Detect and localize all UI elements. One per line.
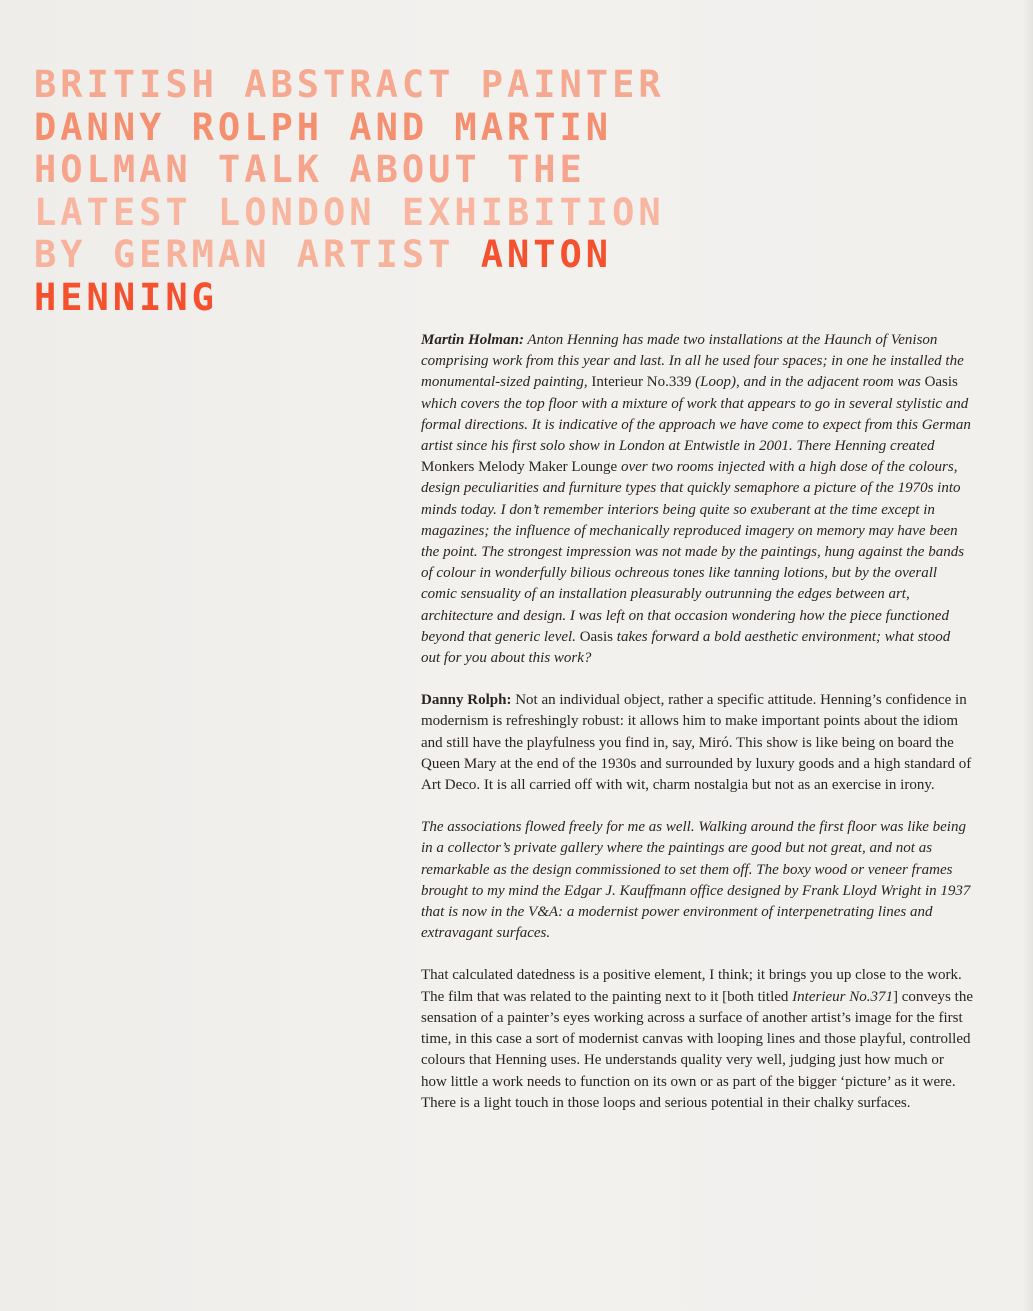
artwork-title: Oasis	[924, 374, 958, 391]
question-text: Anton Henning has made two installations at the Haunch of Venison comprising work from this year and last. In all he used four spaces; in one he installed the monumental-sized painting,	[421, 332, 964, 391]
headline-artist-name: HENNING	[34, 275, 218, 319]
answer-text: Not an individual object, rather a specific attitude. Henning’s confidence in modernism is refreshingly robust: it allows him to make important points about the idiom and still have the playfulness you find in, say, Miró. This show is like being on board the Queen Mary at the end of the 1930s and surrounded by luxury goods and a high standard of Art Deco. It is all carried off with wit, charm nostalgia but not as an exercise in irony.	[421, 692, 972, 794]
artwork-title: Interieur No.371	[792, 988, 893, 1005]
headline-text: LATEST LONDON EXHIBITION	[34, 190, 665, 234]
speaker-name: Martin Holman:	[421, 332, 524, 348]
answer-danny-rolph	[421, 690, 973, 796]
paragraph-gap	[421, 944, 973, 965]
artwork-title: Monkers Melody Maker Lounge	[421, 459, 618, 476]
interview-article	[421, 330, 973, 1114]
headline-line-4	[34, 192, 994, 235]
headline-text: BRITISH ABSTRACT PAINTER	[34, 63, 665, 106]
answer-text: That calculated datedness is a positive element, I think; it brings you up close to the work. The film that was related to the painting next to it [both titled	[421, 967, 962, 1005]
question-text: which covers the top floor with a mixture of work that appears to go in several stylistic and formal directions. It is indicative of the approach we have come to expect from this German artist since his first solo show in London at Entwistle in 2001. There Henning created	[421, 395, 971, 455]
question-text: over two rooms injected with a high dose of the colours, design peculiarities and furniture types that quickly semaphore a picture of the 1970s into minds today. I don’t remember interiors being quite so exuberant at the time except in magazines; the influence of mechanically reproduced imagery on memory may have been the point. The strongest impression was not made by the paintings, hung against the bands of colour in wonderfully bilious ochreous tones like tanning lotions, but by the overall comic sensuality of an installation pleasurably outrunning the edges between art, architecture and design. I was left on that occasion wondering how the piece functioned beyond that generic level.	[421, 459, 965, 645]
artwork-title: Oasis	[579, 628, 614, 645]
headline-text: BY GERMAN ARTIST	[34, 233, 481, 276]
headline-text: HOLMAN TALK ABOUT THE	[34, 148, 586, 191]
paragraph-gap	[421, 669, 973, 690]
headline-line-6	[34, 277, 994, 320]
answer-text: ] conveys the sensation of a painter’s eyes working across a surface of another artist’s image for the first time, in this case a sort of modernist canvas with looping lines and those playful, controlled colours that Henning uses. He understands quality very well, judging just how much or how little a work needs to function on its own or as part of the bigger ‘picture’ as it were. There is a light touch in those loops and serious potential in their chalky surfaces.	[421, 988, 973, 1111]
page-edge-shadow	[1023, 0, 1033, 1311]
paragraph-gap	[421, 796, 973, 817]
artwork-title: Interieur No.339	[591, 374, 692, 391]
speaker-name: Danny Rolph:	[421, 692, 512, 709]
headline-text: DANNY ROLPH AND MARTIN	[34, 105, 613, 149]
headline-line-3	[34, 149, 994, 192]
headline-line-1	[34, 64, 994, 107]
answer-paragraph	[421, 965, 973, 1113]
question-paragraph	[421, 817, 973, 944]
headline	[34, 64, 994, 319]
question-martin-holman	[421, 330, 973, 669]
question-text: (Loop), and in the adjacent room was	[691, 374, 925, 391]
headline-line-5	[34, 234, 994, 277]
question-text: The associations flowed freely for me as well. Walking around the first floor was like being in a collector’s private gallery where the paintings are good but not great, and not as remarkable as the design commissioned to set them off. The boxy wood or veneer frames brought to my mind the Edgar J. Kauffmann office designed by Frank Lloyd Wright in 1937 that is now in the V&A: a modernist power environment of interpenetrating lines and extravagant surfaces.	[421, 819, 971, 942]
headline-artist-name: ANTON	[480, 233, 613, 276]
headline-line-2	[34, 107, 994, 150]
question-text: takes forward a bold aesthetic environment; what stood out for you about this work?	[421, 628, 951, 667]
